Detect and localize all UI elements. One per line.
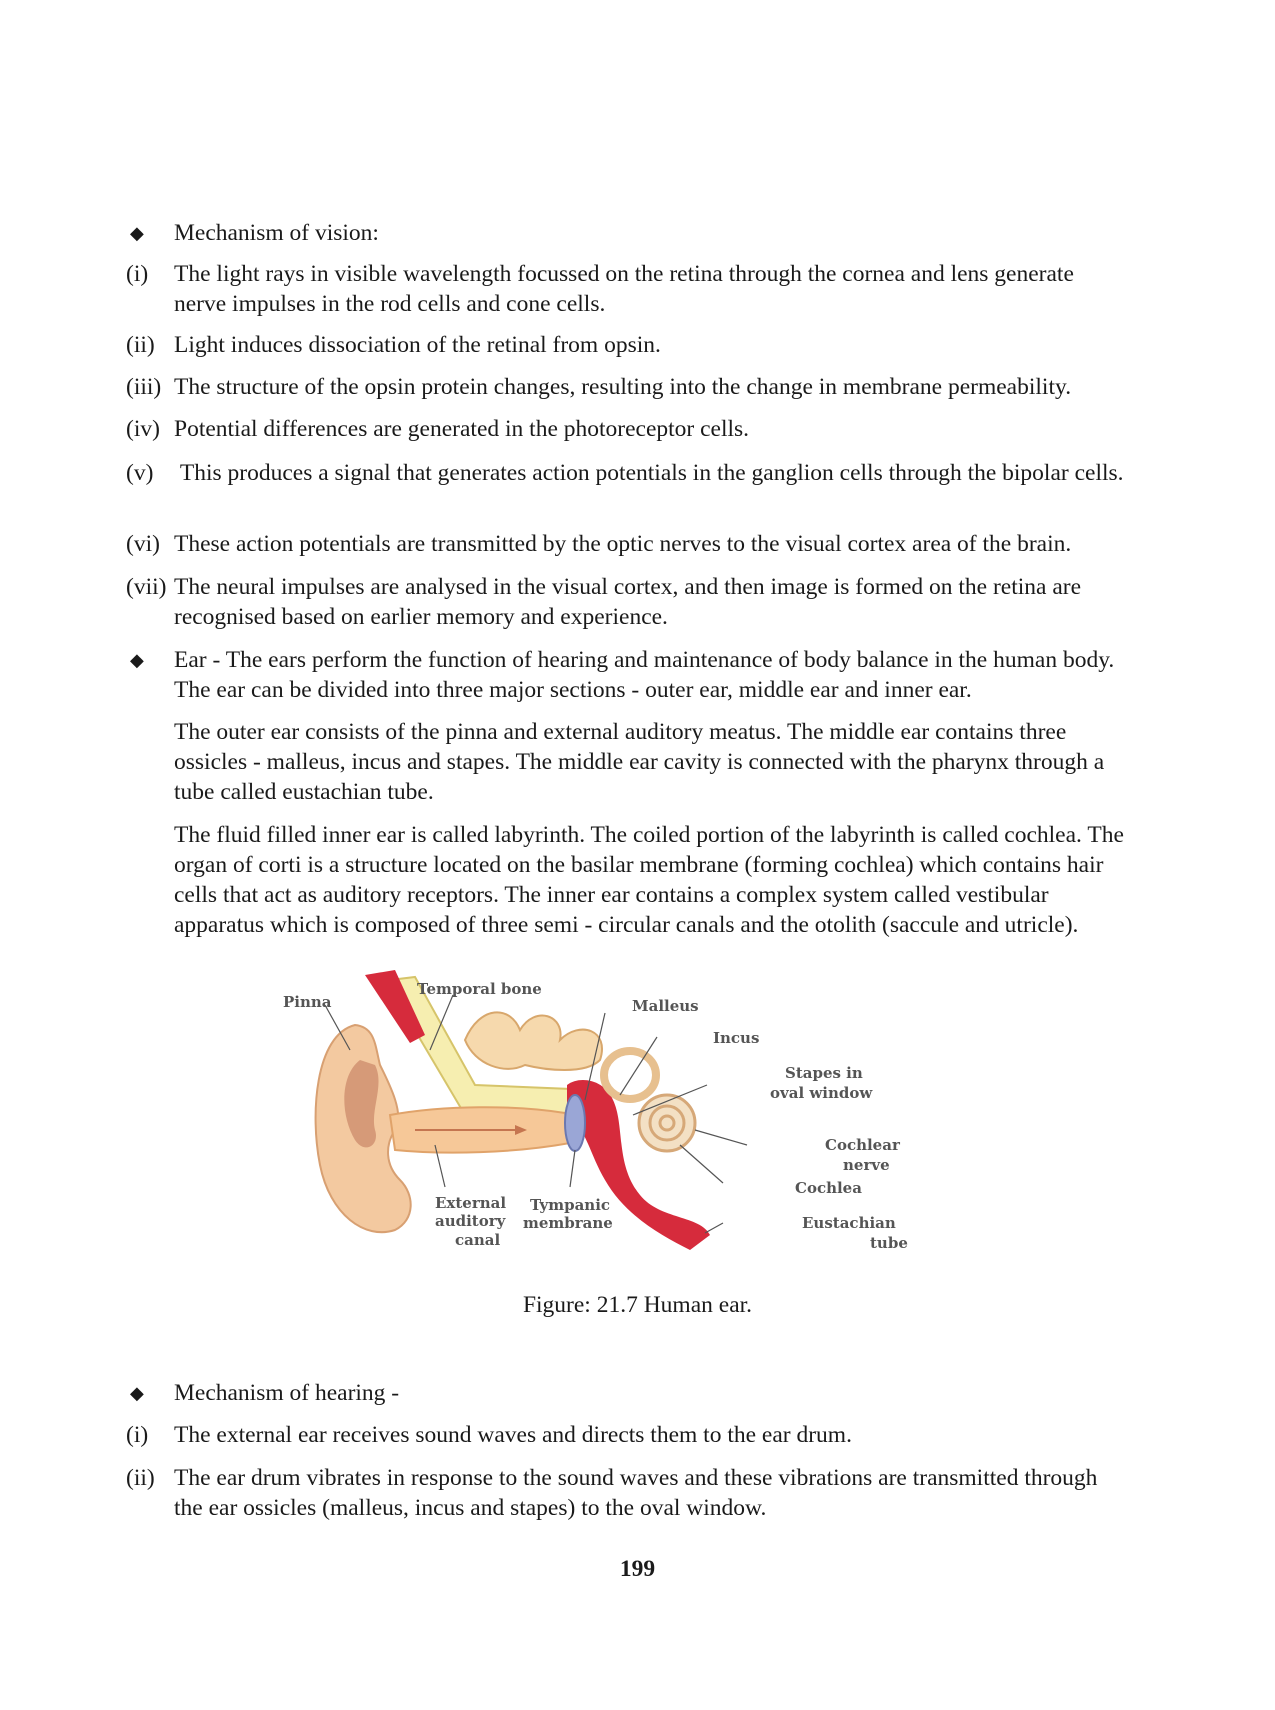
bullet-ear: [126, 645, 1126, 705]
label-external-line1: External: [435, 1194, 507, 1212]
label-external-line3: canal: [455, 1231, 501, 1249]
list-item: [126, 458, 1126, 488]
item-text: The external ear receives sound waves and directs them to the ear drum.: [174, 1422, 852, 1448]
item-number: (i): [126, 1422, 149, 1448]
item-text: The neural impulses are analysed in the visual cortex, and then image is formed on the retina are recognised based on earlier memory and experience.: [174, 574, 1082, 630]
bullet-icon: ◆: [130, 650, 144, 670]
item-number: (ii): [126, 332, 155, 358]
label-malleus: Malleus: [632, 997, 699, 1015]
list-item: [126, 372, 1126, 402]
item-text: Potential differences are generated in the photoreceptor cells.: [174, 416, 750, 442]
ear-paragraph-inner: The fluid filled inner ear is called labyrinth. The coiled portion of the labyrinth is called cochlea. The organ of corti is a structure located on the basilar membrane (forming cochlea) which contains hair cells that act as auditory receptors. The inner ear contains a complex system called vestibular apparatus which is composed of three semi - circular canals and the otolith (saccule and utricle).: [174, 822, 1124, 938]
item-number: (v): [126, 460, 154, 486]
label-eustachian-line2: tube: [870, 1234, 908, 1252]
bullet-hearing-heading: [126, 1378, 1126, 1408]
item-text: The light rays in visible wavelength focussed on the retina through the cornea and lens generate nerve impulses in the rod cells and cone cells.: [174, 261, 1074, 317]
label-cochlea: Cochlea: [795, 1179, 862, 1197]
list-item: [126, 1463, 1126, 1523]
page-number: 199: [619, 1556, 656, 1582]
figure-caption: Figure: 21.7 Human ear.: [522, 1292, 753, 1318]
list-item: [126, 1420, 1126, 1450]
bullet-icon: ◆: [130, 1383, 144, 1403]
ear-paragraph-outer: The outer ear consists of the pinna and external auditory meatus. The middle ear contains three ossicles - malleus, incus and stapes. The middle ear cavity is connected with the pharynx through a tube called eustachian tube.: [174, 719, 1105, 805]
vision-heading: Mechanism of vision:: [174, 220, 379, 246]
label-cochlear-nerve-line1: Cochlear: [825, 1136, 900, 1154]
label-incus: Incus: [713, 1029, 760, 1047]
item-text: These action potentials are transmitted by the optic nerves to the visual cortex area of the brain.: [174, 531, 1072, 557]
item-number: (ii): [126, 1465, 155, 1491]
ear-diagram: [283, 965, 955, 1265]
item-number: (iii): [126, 374, 162, 400]
list-item: [126, 572, 1126, 632]
tympanic-membrane-shape: [565, 1095, 585, 1151]
list-item: [126, 259, 1126, 319]
bullet-icon: ◆: [130, 223, 144, 243]
hearing-heading: Mechanism of hearing -: [174, 1380, 400, 1406]
semicircular-canal-shape: [604, 1051, 656, 1099]
item-text: The ear drum vibrates in response to the sound waves and these vibrations are transmitted through the ear ossicles (malleus, incus and stapes) to the oval window.: [174, 1465, 1098, 1521]
label-tympanic-line1: Tympanic: [530, 1196, 611, 1214]
label-tympanic-line2: membrane: [523, 1214, 613, 1232]
brain-folds-shape: [465, 1012, 602, 1070]
label-stapes-line1: Stapes in: [785, 1064, 863, 1082]
item-number: (vi): [126, 531, 160, 557]
item-text: This produces a signal that generates action potentials in the ganglion cells through the bipolar cells.: [174, 460, 1124, 486]
label-eustachian-line1: Eustachian: [802, 1214, 896, 1232]
bullet-vision-heading: [126, 218, 1126, 248]
item-number: (i): [126, 261, 149, 287]
item-text: The structure of the opsin protein changes, resulting into the change in membrane permeability.: [174, 374, 1072, 400]
label-cochlear-nerve-line2: nerve: [843, 1156, 890, 1174]
item-number: (vii): [126, 574, 167, 600]
label-temporal-bone: Temporal bone: [417, 980, 542, 998]
label-pinna: Pinna: [283, 993, 332, 1011]
item-text: Light induces dissociation of the retinal from opsin.: [174, 332, 661, 358]
list-item: [126, 330, 1126, 360]
label-external-line2: auditory: [435, 1212, 506, 1230]
label-stapes-line2: oval window: [770, 1084, 873, 1102]
list-item: [126, 414, 1126, 444]
ear-intro: Ear - The ears perform the function of hearing and maintenance of body balance in the human body. The ear can be divided into three major sections - outer ear, middle ear and inner ear.: [174, 647, 1115, 703]
item-number: (iv): [126, 416, 160, 442]
list-item: [126, 529, 1126, 559]
cochlea-shape: [639, 1095, 695, 1151]
